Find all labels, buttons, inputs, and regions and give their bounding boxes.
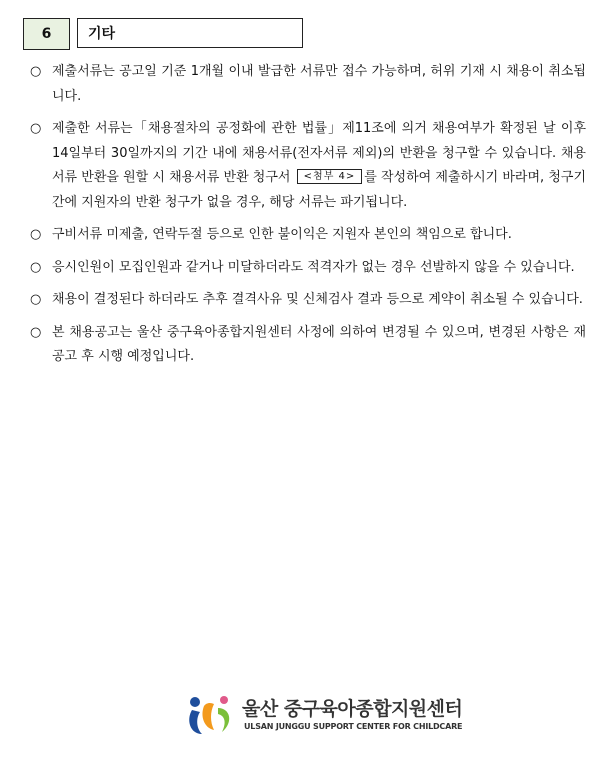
list-item bbox=[30, 117, 586, 215]
notice-list bbox=[30, 60, 586, 378]
bullet-circle-icon: ○ bbox=[30, 324, 42, 340]
item-text: 구비서류 미제출, 연락두절 등으로 인한 불이익은 지원자 본인의 책임으로 합니다. bbox=[52, 227, 512, 242]
item-text bbox=[52, 117, 586, 215]
item-text: 응시인원이 모집인원과 같거나 미달하더라도 적격자가 없는 경우 선발하지 않을 수 있습니다. bbox=[52, 259, 575, 275]
item-text: 본 채용공고는 울산 중구육아종합지원센터 사정에 의하여 변경될 수 있으며, 변경된 사항은 재공고 후 시행 예정입니다. bbox=[52, 324, 586, 364]
bullet-circle-icon: ○ bbox=[30, 64, 42, 79]
center-logo-icon bbox=[186, 694, 236, 738]
bullet-circle-icon: ○ bbox=[30, 121, 42, 136]
org-name: 울산 중구육아종합지원센터 bbox=[242, 698, 463, 720]
item-text-after: 를 작성하여 제출하시기 바라며, 청구기간에 지원자의 반환 청구가 없을 경우, 해당 서류는 파기됩니다. bbox=[52, 170, 587, 210]
list-item bbox=[30, 223, 586, 248]
section-number: 6 bbox=[23, 18, 70, 50]
list-item bbox=[30, 321, 586, 370]
list-item bbox=[30, 256, 586, 281]
footer-logo bbox=[186, 692, 463, 742]
attachment-label: <첨부 4> bbox=[297, 169, 363, 184]
list-item bbox=[30, 288, 586, 313]
org-name-en: ULSAN JUNGGU SUPPORT CENTER FOR CHILDCARE bbox=[244, 722, 463, 731]
list-item bbox=[30, 60, 586, 109]
section-title: 기타 bbox=[77, 18, 303, 48]
bullet-circle-icon: ○ bbox=[30, 259, 42, 275]
item-text-before: 제출한 서류는「채용절차의 공정화에 관한 법률」제11조에 의거 채용여부가 확정된 날 이후 14일부터 30일까지의 기간 내에 채용서류(전자서류 제외)의 반환을 청구할 수 있습니다. 채용서류 반환을 원할 시 채용서류 반환 청구서 bbox=[52, 121, 586, 185]
bullet-circle-icon: ○ bbox=[30, 292, 42, 307]
item-text: 제출서류는 공고일 기준 1개월 이내 발급한 서류만 접수 가능하며, 허위 기재 시 채용이 취소됩니다. bbox=[52, 64, 586, 104]
bullet-circle-icon: ○ bbox=[30, 227, 42, 242]
item-text: 채용이 결정된다 하더라도 추후 결격사유 및 신체검사 결과 등으로 계약이 취소될 수 있습니다. bbox=[52, 292, 583, 307]
